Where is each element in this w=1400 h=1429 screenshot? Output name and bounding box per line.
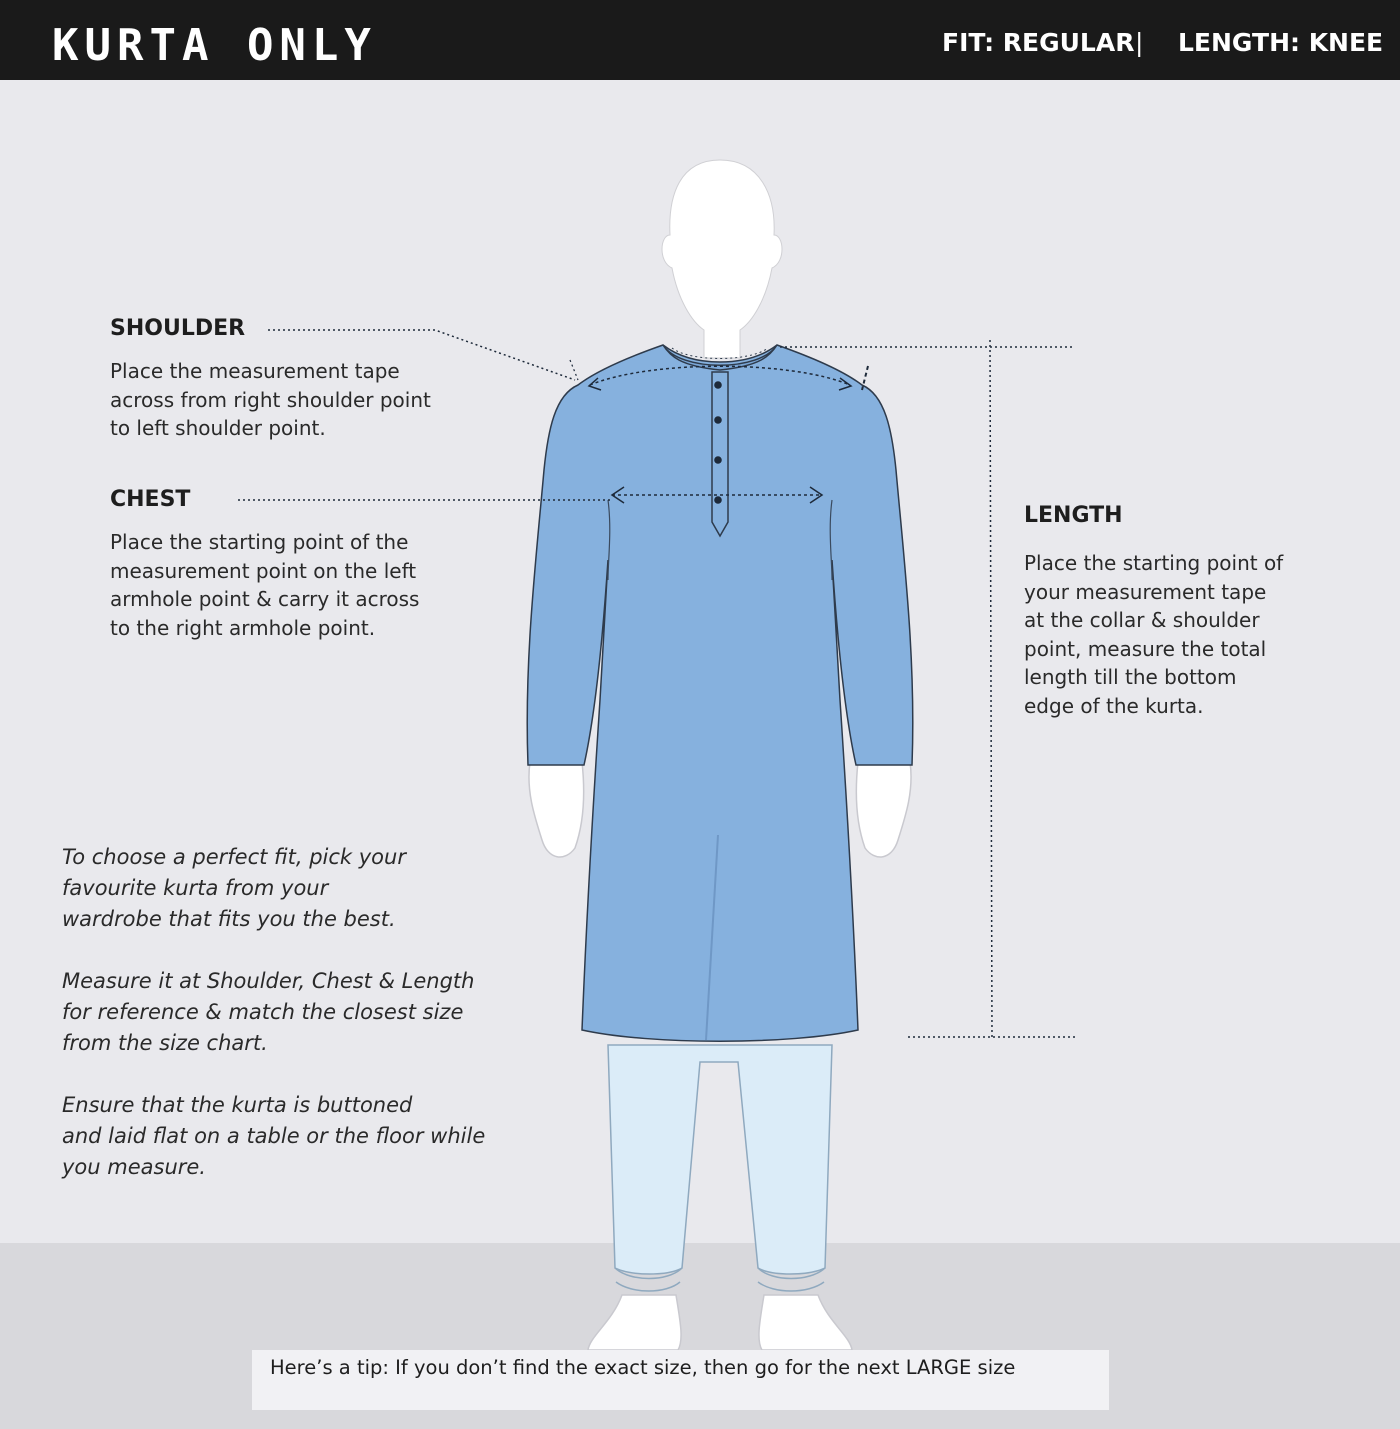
- instruction-line: favourite kurta from your: [62, 876, 329, 900]
- length-line-1: Place the starting point of: [1024, 551, 1284, 575]
- length-description: [1024, 549, 1283, 720]
- instruction-line: To choose a perfect fit, pick your: [62, 845, 406, 869]
- instructions-paragraph-3: [62, 1090, 542, 1183]
- page-title: KURTA ONLY: [52, 20, 377, 71]
- shoulder-description: [110, 357, 431, 443]
- instruction-line: Measure it at Shoulder, Chest & Length: [62, 969, 475, 993]
- kurta-button: [714, 456, 722, 464]
- instruction-line: Ensure that the kurta is buttoned: [62, 1093, 413, 1117]
- kurta-button: [714, 416, 722, 424]
- kurta-button: [714, 381, 722, 389]
- figure-head: [662, 160, 782, 358]
- instruction-line: from the size chart.: [62, 1031, 268, 1055]
- kurta-button: [714, 496, 722, 504]
- header-separator: |: [1135, 28, 1144, 57]
- length-line-3: at the collar & shoulder: [1024, 608, 1260, 632]
- instruction-line: and laid flat on a table or the floor while: [62, 1124, 486, 1148]
- chest-heading: CHEST: [110, 487, 191, 512]
- shoulder-heading: SHOULDER: [110, 316, 246, 341]
- length-line-6: edge of the kurta.: [1024, 693, 1204, 718]
- length-heading: LENGTH: [1024, 503, 1123, 528]
- length-line-5: length till the bottom: [1024, 665, 1237, 689]
- length-vertical-line: [990, 340, 992, 1037]
- length-line-4: point, measure the total: [1024, 636, 1267, 661]
- chest-line-3: armhole point & carry it across: [110, 587, 420, 611]
- figure-right-hand: [856, 762, 911, 857]
- tip-box: [252, 1350, 1109, 1410]
- tip-text: Here’s a tip: If you don’t find the exact size, then go for the next LARGE size: [270, 1356, 1016, 1379]
- chest-line-4: to the right armhole point.: [110, 615, 376, 640]
- kurta-placket: [712, 372, 728, 536]
- shoulder-line-3: to left shoulder point.: [110, 416, 326, 440]
- figure-pants: [608, 1045, 832, 1274]
- chest-line-2: measurement point on the left: [110, 558, 417, 583]
- length-label: LENGTH: KNEE: [1178, 28, 1384, 57]
- figure-left-foot: [588, 1295, 681, 1350]
- chest-description: [110, 528, 419, 642]
- instruction-line: you measure.: [62, 1155, 206, 1179]
- figure-right-foot: [759, 1295, 852, 1350]
- instruction-line: wardrobe that fits you the best.: [62, 907, 396, 931]
- length-line-2: your measurement tape: [1024, 579, 1267, 604]
- instructions-paragraph-2: [62, 966, 542, 1059]
- fit-label: FIT: REGULAR: [942, 28, 1135, 57]
- shoulder-line-1: Place the measurement tape: [110, 359, 400, 383]
- instructions-paragraph-1: [62, 842, 542, 935]
- shoulder-line-2: across from right shoulder point: [110, 387, 431, 412]
- instruction-line: for reference & match the closest size: [62, 1000, 464, 1024]
- chest-line-1: Place the starting point of the: [110, 530, 409, 554]
